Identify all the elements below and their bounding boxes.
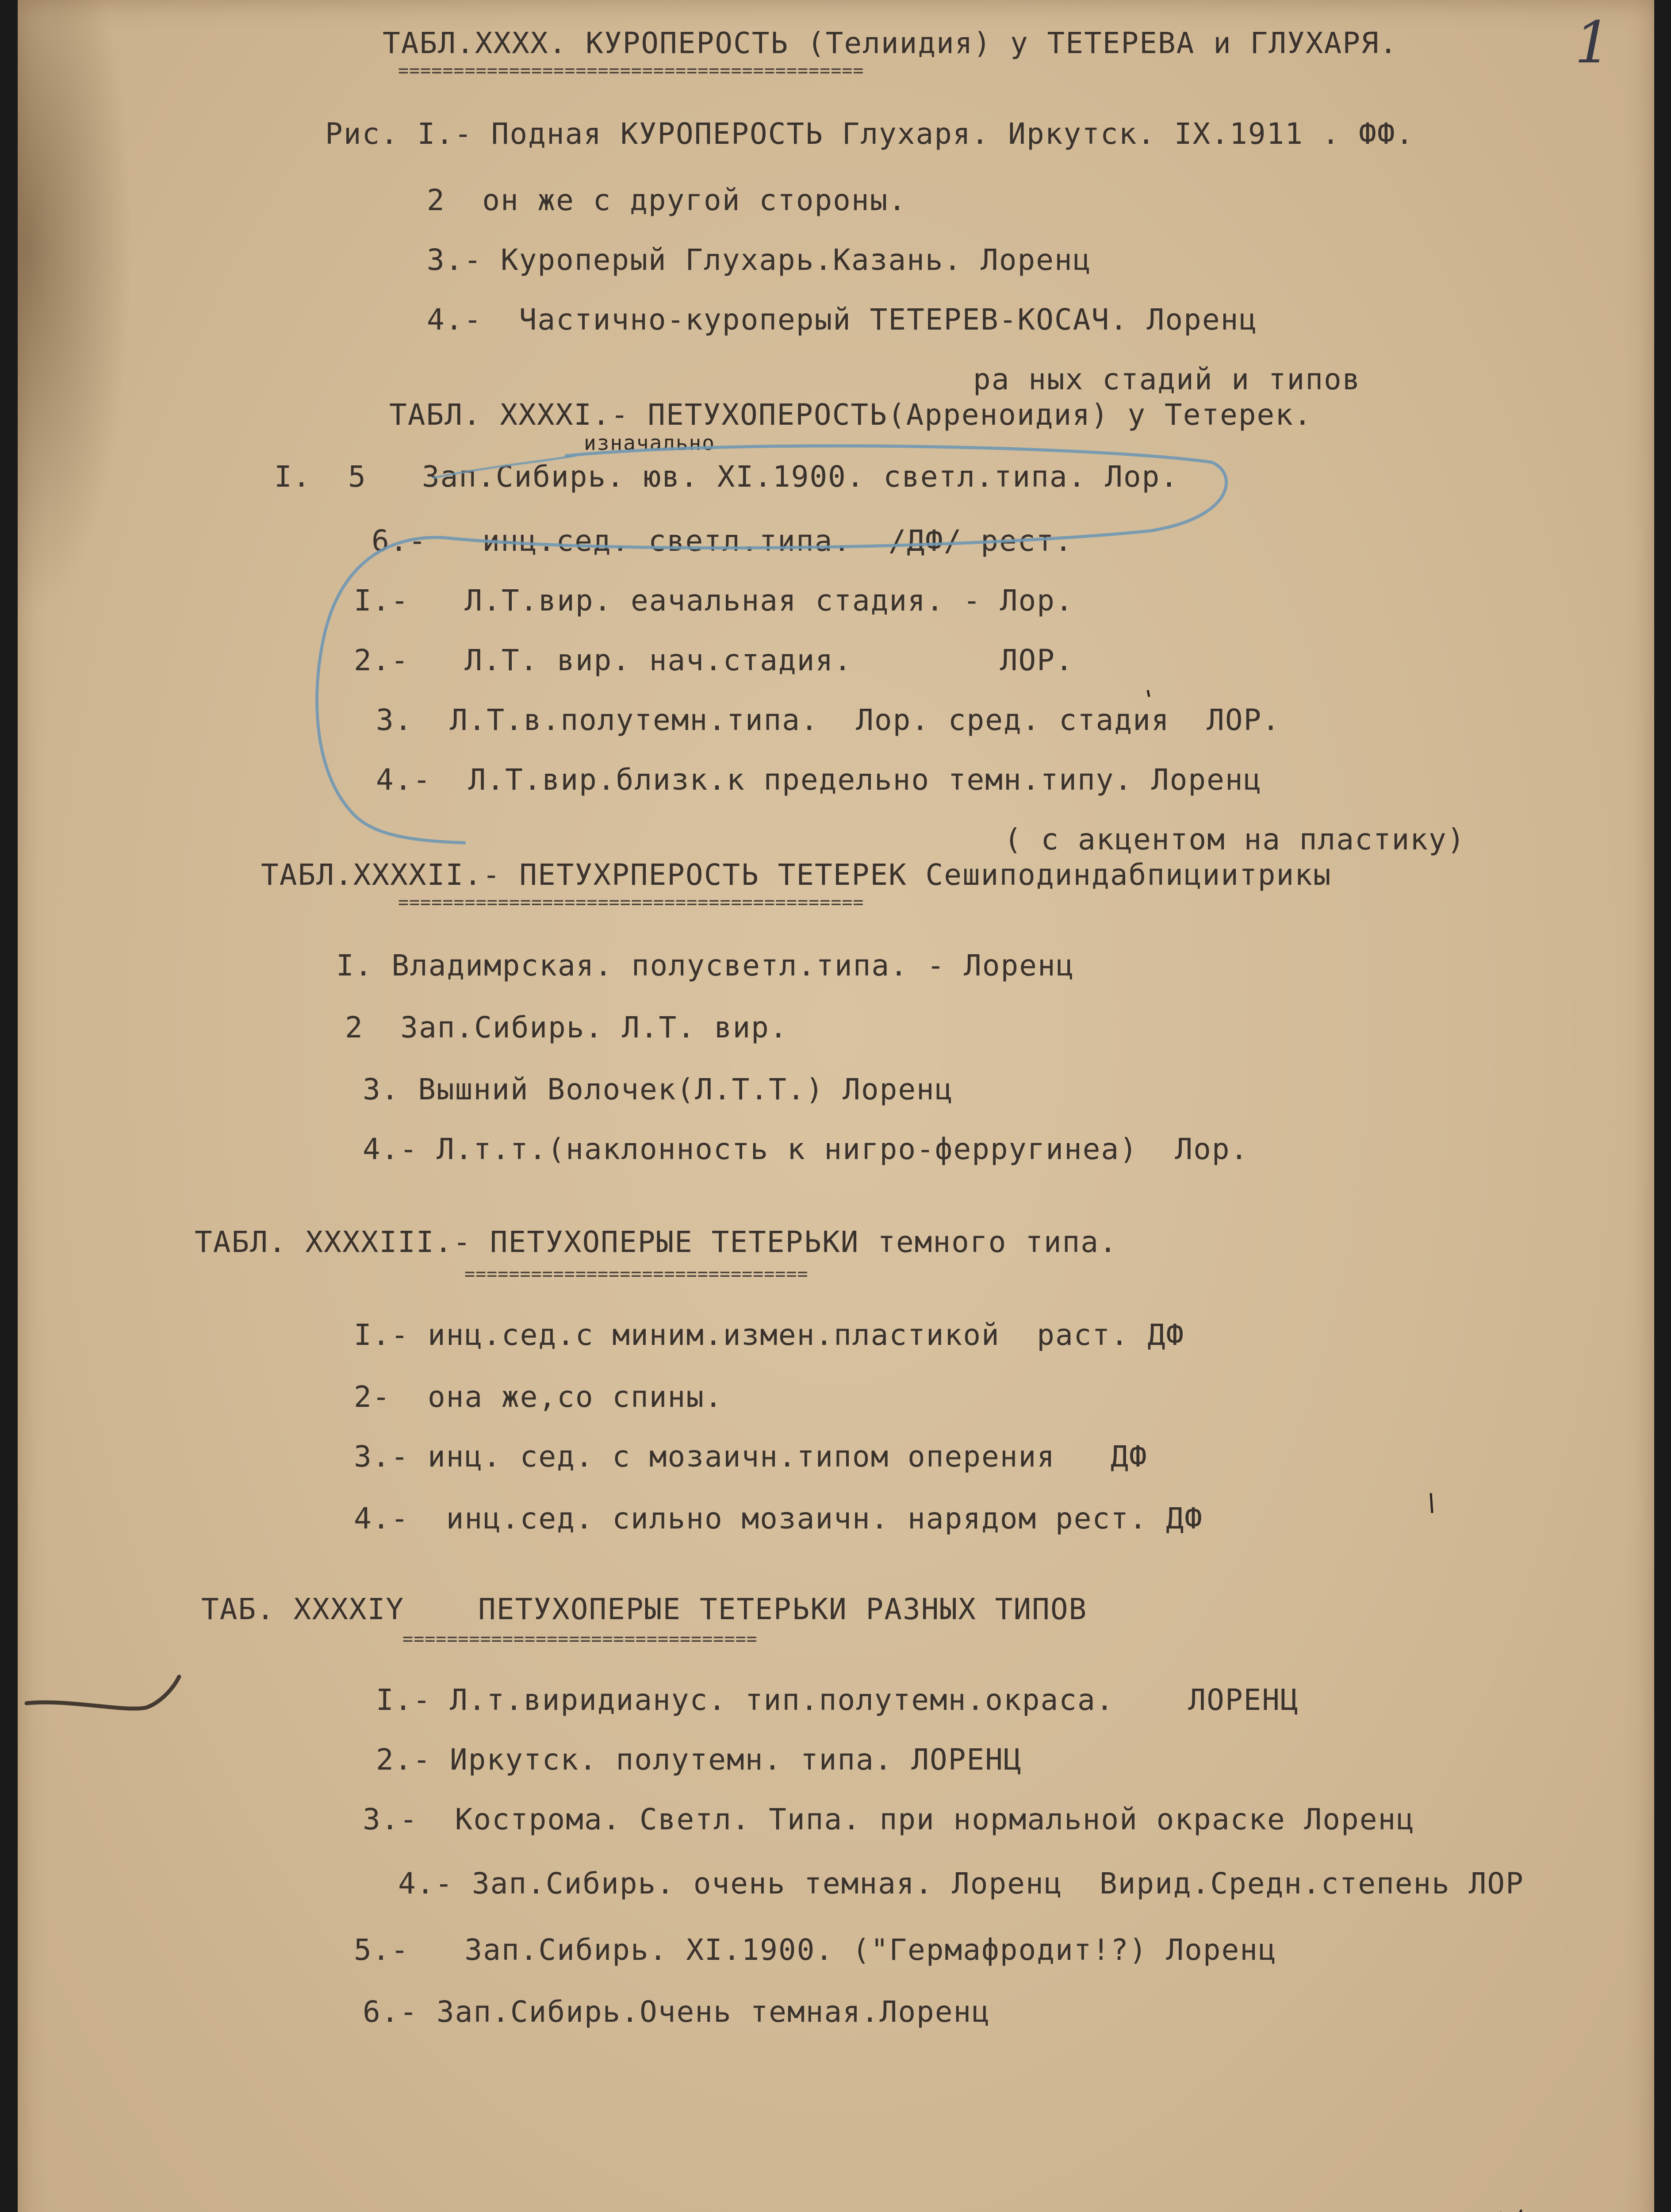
table-32-item-1: I. Владимрская. полусветл.типа. - Лоренц bbox=[336, 949, 1075, 983]
table-32-item-3: 3. Вышний Волочек(Л.Т.Т.) Лоренц bbox=[363, 1072, 954, 1106]
table-33-item-2: 2- она же,со спины. bbox=[354, 1380, 723, 1414]
table-30-item-4: 4.- Частично-куроперый ТЕТЕРЕВ-КОСАЧ. Лоренц bbox=[427, 303, 1258, 337]
table-34-item-2: 2.- Иркутск. полутемн. типа. ЛОРЕНЦ bbox=[376, 1743, 1022, 1777]
table-32-note: ( с акцентом на пластику) bbox=[1004, 822, 1466, 856]
table-32-item-2: 2 Зап.Сибирь. Л.Т. вир. bbox=[345, 1010, 788, 1045]
table-30-separator: ========================================== bbox=[398, 62, 864, 80]
table-30-item-3: 3.- Куроперый Глухарь.Казань. Лоренц bbox=[427, 243, 1092, 277]
table-32-separator: ========================================== bbox=[398, 894, 864, 911]
table-31-item-4: 2.- Л.Т. вир. нач.стадия. ЛОР. bbox=[354, 643, 1074, 677]
table-31-item-2: 6.- инц.сед. светл.типа. /ДФ/ рест. bbox=[372, 524, 1073, 558]
table-31-item-5: 3. Л.Т.в.полутемн.типа. Лор. сред. стадия ЛОР. bbox=[376, 703, 1281, 737]
table-34-separator: ================================ bbox=[402, 1630, 758, 1648]
table-32-item-4: 4.- Л.т.т.(наклонность к нигро-ферругинеа) Лор. bbox=[363, 1132, 1249, 1166]
table-31-item-6: 4.- Л.Т.вир.близк.к предельно темн.типу. Лоренц bbox=[376, 763, 1262, 797]
table-33-item-1: I.- инц.сед.с миним.измен.пластикой раст. ДФ bbox=[354, 1318, 1185, 1352]
table-30-title: ТАБЛ.XXXX. КУРОПЕРОСТЬ (Телиидия) у ТЕТЕРЕВА и ГЛУХАРЯ. bbox=[383, 26, 1398, 60]
table-34-item-4: 4.- Зап.Сибирь. очень темная. Лоренц Вирид.Средн.степень ЛОР bbox=[398, 1866, 1524, 1901]
table-30-item-1: Рис. I.- Подная КУРОПЕРОСТЬ Глухаря. Иркутск. IX.1911 . ФФ. bbox=[325, 117, 1414, 151]
table-31-overtype: изначально bbox=[584, 431, 715, 455]
table-31-item-1: I. 5 Зап.Сибирь. юв. XI.1900. светл.типа. Лор. bbox=[274, 460, 1179, 494]
table-34-title: ТАБ. XXXXIY ПЕТУХОПЕРЫЕ ТЕТЕРЬКИ РАЗНЫХ ТИПОВ bbox=[201, 1592, 1088, 1626]
table-31-note: ра ных стадий и типов bbox=[973, 362, 1361, 396]
table-31-item-3: I.- Л.Т.вир. еачальная стадия. - Лор. bbox=[354, 584, 1074, 618]
table-32-title: ТАБЛ.XXXXII.- ПЕТУХРПЕРОСТЬ ТЕТЕРЕК Сешиподиндабпициитрикы bbox=[261, 858, 1332, 892]
page-number: 1 bbox=[1575, 9, 1611, 76]
table-34-item-6: 6.- Зап.Сибирь.Очень темная.Лоренц bbox=[363, 1995, 991, 2029]
table-33-item-3: 3.- инц. сед. с мозаичн.типом оперения ДФ bbox=[354, 1440, 1148, 1474]
table-34-item-5: 5.- Зап.Сибирь. XI.1900. ("Гермафродит!?) Лоренц bbox=[354, 1933, 1277, 1967]
table-33-title: ТАБЛ. XXXXIII.- ПЕТУХОПЕРЫЕ ТЕТЕРЬКИ темного типа. bbox=[195, 1225, 1118, 1259]
table-31-title: ТАБЛ. XXXXI.- ПЕТУХОПЕРОСТЬ(Арреноидия) у Тетерек. bbox=[389, 398, 1312, 432]
table-34-item-1: I.- Л.т.виридианус. тип.полутемн.окраса. ЛОРЕНЦ bbox=[376, 1683, 1299, 1717]
table-30-item-2: 2 он же с другой стороны. bbox=[427, 183, 907, 217]
table-34-item-3: 3.- Кострома. Светл. Типа. при нормальной окраске Лоренц bbox=[363, 1802, 1415, 1836]
table-33-separator: =============================== bbox=[464, 1265, 809, 1283]
table-33-item-4: 4.- инц.сед. сильно мозаичн. нарядом рест. ДФ bbox=[354, 1502, 1203, 1536]
